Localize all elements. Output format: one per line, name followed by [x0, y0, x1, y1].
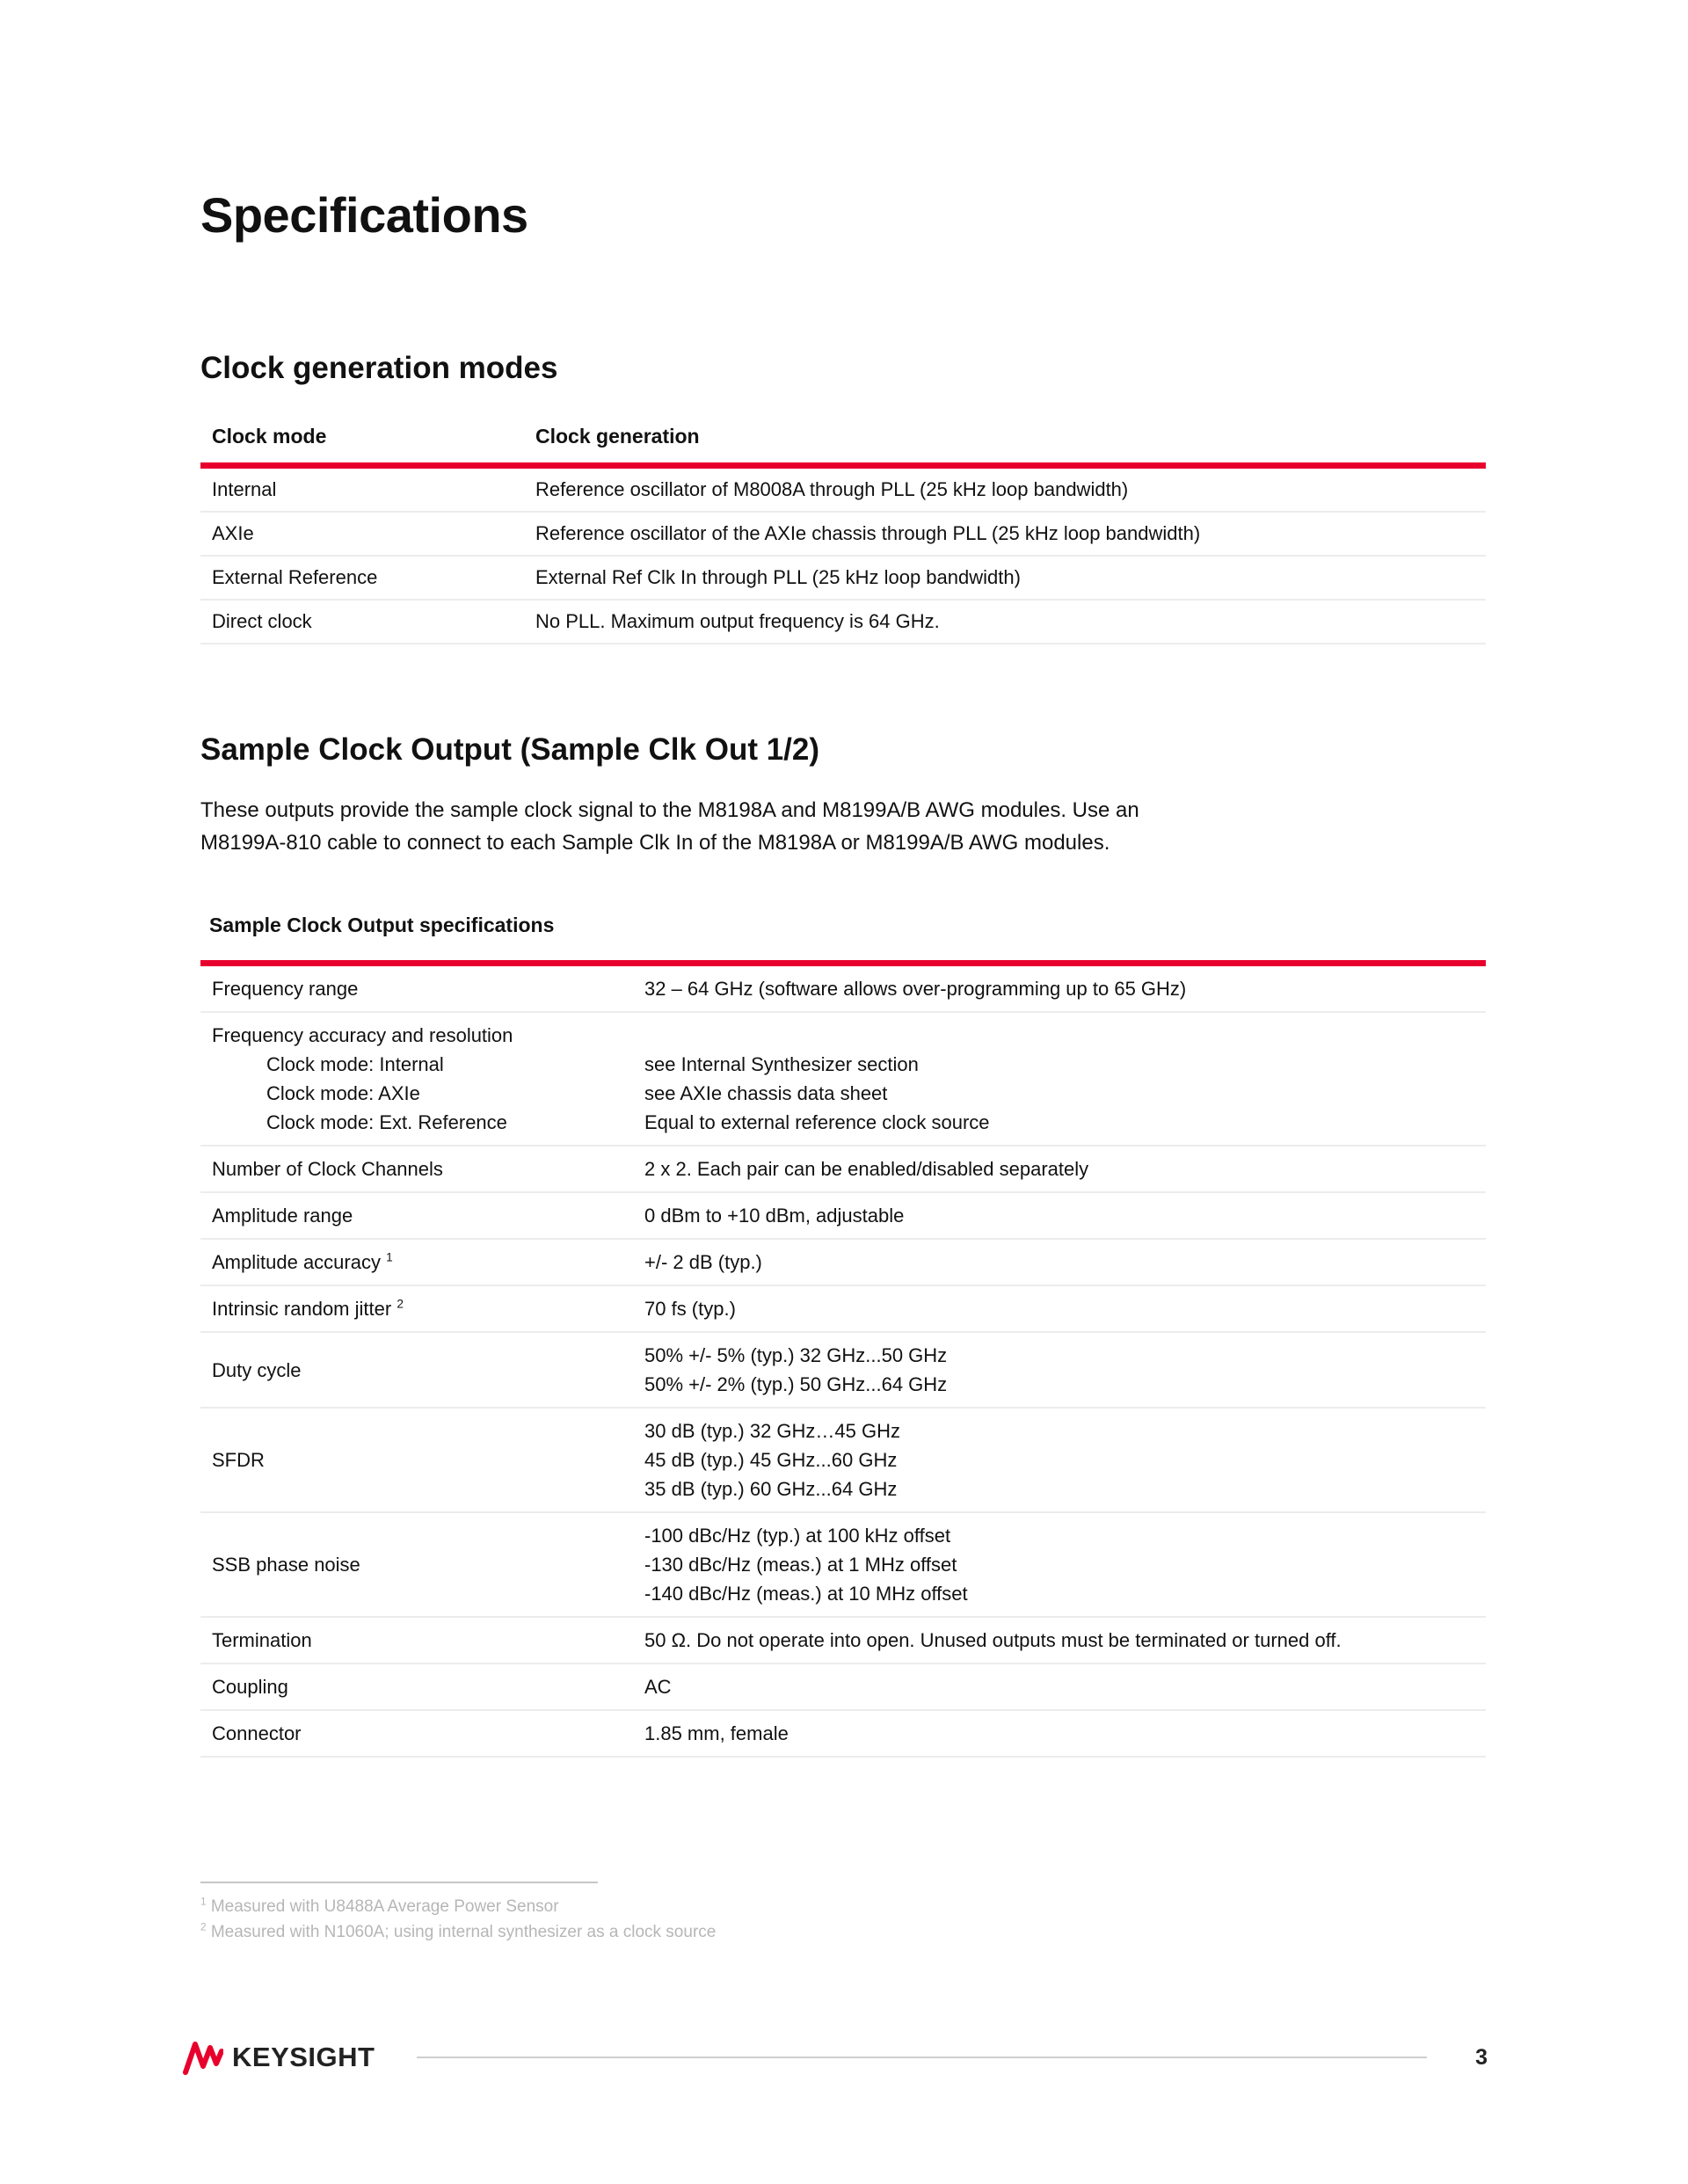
footnote: $^2$ Measured with N1060A; using internal synthesizer as a clock source [200, 1921, 717, 1941]
table-row [200, 1617, 1486, 1663]
spec-value-line: -140 dBc/Hz (meas.) at 10 MHz offset [644, 1583, 968, 1605]
spec-value-cell [644, 1239, 1486, 1285]
table-header-row [200, 425, 1486, 466]
spec-value-line: 30 dB (typ.) 32 GHz…45 GHz [644, 1420, 900, 1442]
spec-label-line: Frequency accuracy and resolution [212, 1024, 513, 1046]
table-row [200, 1512, 1486, 1617]
clock-mode-cell: External Reference [200, 556, 524, 600]
clock-mode-cell: AXIe [200, 512, 524, 556]
spec-value-cell [644, 1012, 1486, 1146]
intro-line-2: M8199A-810 cable to connect to each Sample Clk In of the M8198A or M8199A/B AWG modules. [200, 831, 1110, 855]
column-header-clock-mode: Clock mode [200, 425, 524, 466]
spec-value-line: AC [644, 1676, 672, 1698]
spec-label-cell [200, 1285, 644, 1332]
spec-value-line: -100 dBc/Hz (typ.) at 100 kHz offset [644, 1525, 951, 1547]
footnote-list [200, 1894, 716, 1945]
spec-value-cell [644, 1285, 1486, 1332]
spec-value-line: 50 Ω. Do not operate into open. Unused outputs must be terminated or turned off. [644, 1629, 1342, 1651]
clock-mode-cell: Direct clock [200, 600, 524, 644]
spec-value-line: 50% +/- 2% (typ.) 50 GHz...64 GHz [644, 1373, 948, 1395]
spec-value-line [644, 1021, 1486, 1050]
table-row [200, 1192, 1486, 1239]
footnote-ref: 1 [386, 1250, 393, 1264]
spec-label-cell [200, 1617, 644, 1663]
footnotes [200, 1882, 716, 1945]
spec-value-cell [644, 1617, 1486, 1663]
spec-label-line: Amplitude accuracy $^1$ [212, 1250, 393, 1273]
table-row [200, 1146, 1486, 1192]
spec-value-line: 50% +/- 5% (typ.) 32 GHz...50 GHz [644, 1344, 948, 1366]
table-row [200, 556, 1486, 600]
spec-label-cell [200, 964, 644, 1013]
spec-value-cell [644, 1710, 1486, 1757]
clock-generation-cell: External Ref Clk In through PLL (25 kHz loop bandwidth) [524, 556, 1486, 600]
spec-label-cell [200, 1146, 644, 1192]
footer-divider [417, 2057, 1427, 2058]
section-heading-clock-generation-modes: Clock generation modes [200, 351, 558, 385]
table-row [200, 964, 1486, 1013]
spec-label-cell [200, 1332, 644, 1408]
spec-label-cell [200, 1012, 644, 1146]
spec-value-cell [644, 1512, 1486, 1617]
table-row [200, 512, 1486, 556]
keysight-logo [183, 2040, 375, 2075]
spec-value-line: see AXIe chassis data sheet [644, 1082, 888, 1104]
spec-label-line: Duty cycle [212, 1358, 302, 1381]
table-row [200, 1408, 1486, 1512]
footnote-ref: 2 [397, 1297, 404, 1311]
footnote: $^1$ Measured with U8488A Average Power Sensor [200, 1896, 559, 1916]
page-number: 3 [1475, 2044, 1488, 2070]
table-row [200, 1285, 1486, 1332]
spec-label-line: Frequency range [212, 978, 359, 1000]
keysight-spark-icon [183, 2040, 223, 2075]
table-row [200, 1710, 1486, 1757]
spec-value-line: 45 dB (typ.) 45 GHz...60 GHz [644, 1449, 898, 1471]
spec-value-cell [644, 964, 1486, 1013]
spec-label-cell [200, 1663, 644, 1710]
spec-label-line: SFDR [212, 1449, 265, 1471]
spec-value-line: 32 – 64 GHz (software allows over-programming up to 65 GHz) [644, 978, 1187, 1000]
section-heading-sample-clock-output: Sample Clock Output (Sample Clk Out 1/2) [200, 732, 820, 767]
spec-label-cell [200, 1239, 644, 1285]
spec-label-line: Intrinsic random jitter $^2$ [212, 1297, 404, 1320]
clock-generation-cell: Reference oscillator of M8008A through PLL (25 kHz loop bandwidth) [524, 466, 1486, 513]
clock-generation-table-body [200, 466, 1486, 644]
clock-generation-cell: Reference oscillator of the AXIe chassis through PLL (25 kHz loop bandwidth) [524, 512, 1486, 556]
table-row [200, 1012, 1486, 1146]
spec-value-line: 0 dBm to +10 dBm, adjustable [644, 1205, 905, 1227]
spec-value-cell [644, 1146, 1486, 1192]
column-header-clock-generation: Clock generation [524, 425, 1486, 466]
table-row [200, 600, 1486, 644]
spec-label-line: SSB phase noise [212, 1554, 360, 1576]
spec-label-cell [200, 1192, 644, 1239]
spec-label-line: Number of Clock Channels [212, 1158, 443, 1180]
spec-value-line: Equal to external reference clock source [644, 1111, 990, 1133]
footnote-divider [200, 1882, 598, 1883]
section-intro [200, 794, 1486, 859]
clock-generation-table [200, 425, 1486, 644]
spec-value-line: -130 dBc/Hz (meas.) at 1 MHz offset [644, 1554, 957, 1576]
intro-line-1: These outputs provide the sample clock signal to the M8198A and M8199A/B AWG modules. Use an [200, 798, 1139, 822]
spec-value-cell [644, 1192, 1486, 1239]
footnote-sup: 2 [200, 1921, 207, 1933]
spec-value-line: 2 x 2. Each pair can be enabled/disabled separately [644, 1158, 1089, 1180]
spec-label-line: Connector [212, 1722, 302, 1744]
spec-table-body [200, 964, 1486, 1758]
table-row [200, 1663, 1486, 1710]
footnote-sup: 1 [200, 1896, 207, 1908]
page-footer [183, 2040, 1488, 2075]
page-title: Specifications [200, 187, 528, 243]
spec-value-cell [644, 1332, 1486, 1408]
spec-value-cell [644, 1663, 1486, 1710]
clock-generation-table-head [200, 425, 1486, 466]
spec-label-line: Clock mode: AXIe [266, 1082, 420, 1104]
spec-label-line: Clock mode: Ext. Reference [266, 1111, 507, 1133]
clock-mode-cell: Internal [200, 466, 524, 513]
spec-value-line: +/- 2 dB (typ.) [644, 1251, 762, 1273]
spec-value-cell [644, 1408, 1486, 1512]
spec-label-line: Amplitude range [212, 1205, 353, 1227]
spec-label-cell [200, 1408, 644, 1512]
spec-label-line: Coupling [212, 1676, 288, 1698]
spec-label-cell [200, 1710, 644, 1757]
table-row [200, 1239, 1486, 1285]
spec-value-line: 1.85 mm, female [644, 1722, 789, 1744]
spec-label-line: Termination [212, 1629, 312, 1651]
clock-generation-cell: No PLL. Maximum output frequency is 64 GHz. [524, 600, 1486, 644]
spec-table [200, 960, 1486, 1758]
spec-label-cell [200, 1512, 644, 1617]
spec-value-line: 35 dB (typ.) 60 GHz...64 GHz [644, 1478, 898, 1500]
keysight-logo-text: KEYSIGHT [232, 2042, 375, 2072]
spec-value-line: 70 fs (typ.) [644, 1298, 736, 1320]
table-row [200, 466, 1486, 513]
spec-label-line: Clock mode: Internal [266, 1053, 444, 1075]
table-row [200, 1332, 1486, 1408]
spec-value-line: see Internal Synthesizer section [644, 1053, 919, 1075]
spec-table-title: Sample Clock Output specifications [209, 914, 555, 936]
